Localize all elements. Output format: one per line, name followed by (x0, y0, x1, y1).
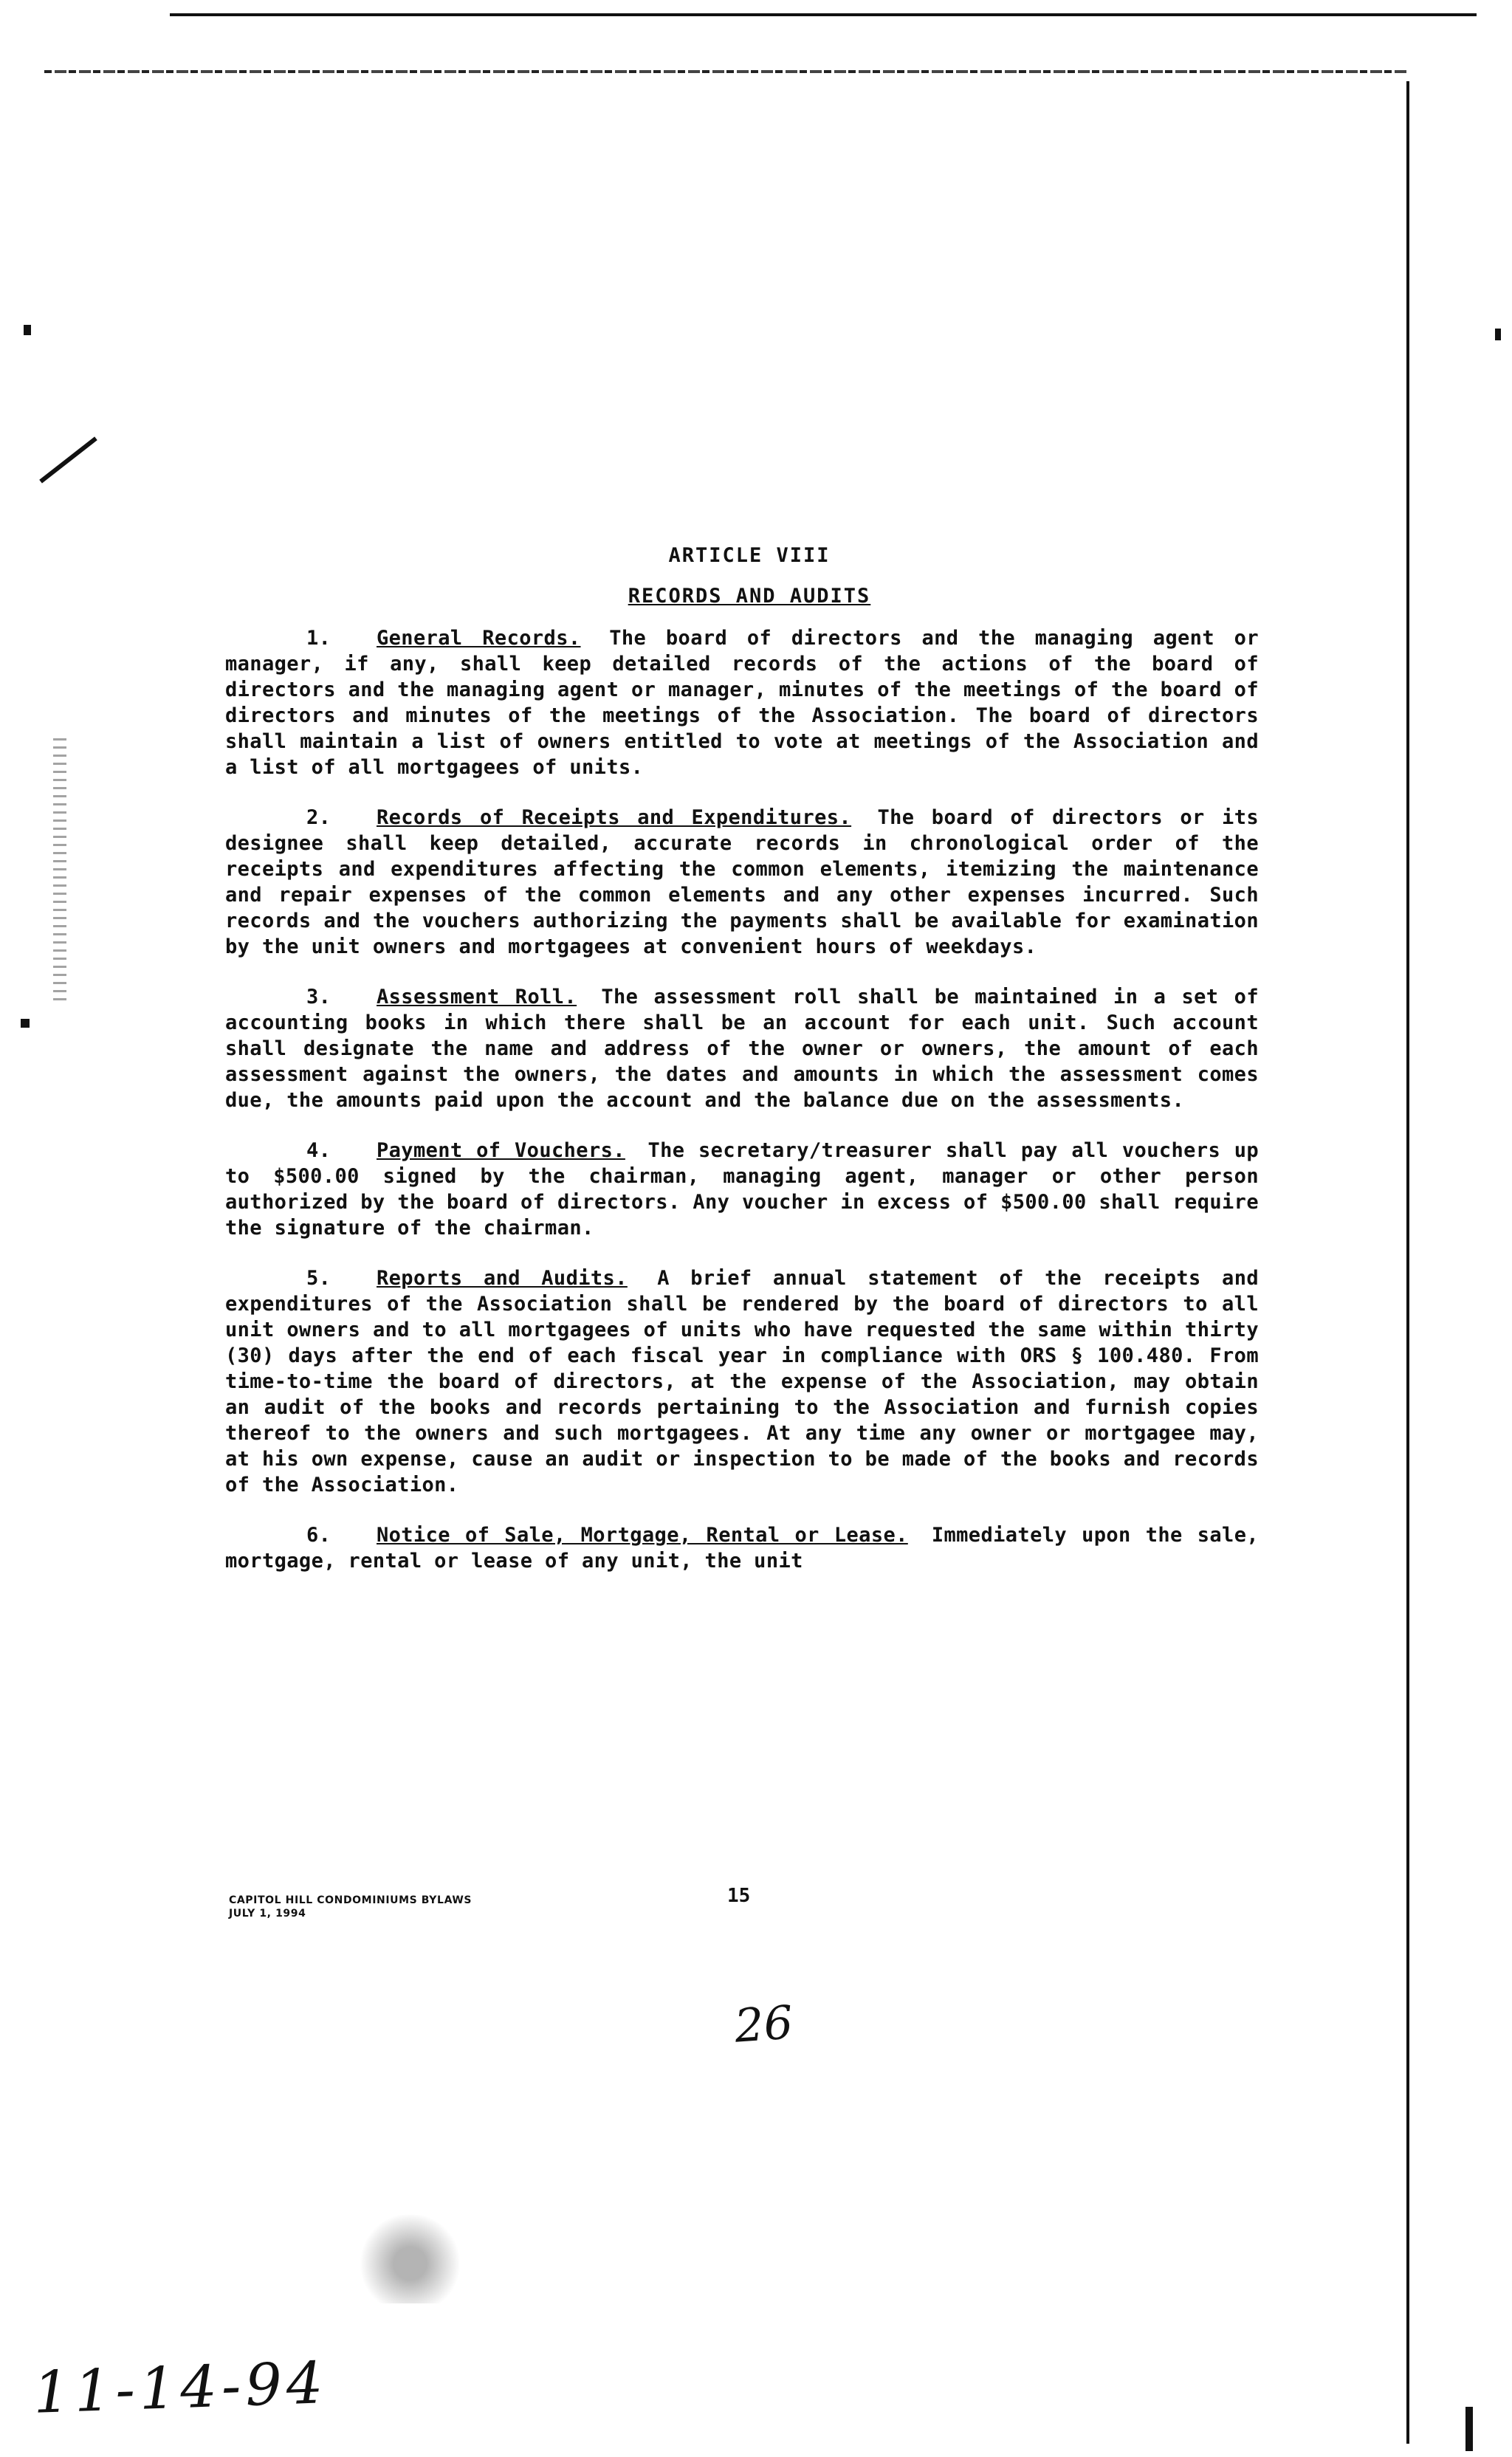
section-text: The secretary/treasurer shall pay all vouchers up to $500.00 signed by the chairman, managing agent, manager or other person authorized by the board of directors. Any voucher in excess of $500.00 shall require the signature of the chairman. (225, 1139, 1260, 1240)
section-5 (225, 1265, 1259, 1498)
section-number: 5. (306, 1267, 331, 1290)
article-number: ARTICLE VIII (668, 544, 831, 567)
scan-mark-left-3 (21, 1019, 30, 1028)
section-4 (225, 1138, 1259, 1241)
document-body (225, 543, 1259, 1598)
scan-border-dashed (44, 70, 1406, 73)
section-text: Immediately upon the sale, mortgage, rental or lease of any unit, the unit (225, 1524, 1260, 1573)
scan-speckle (53, 738, 66, 1004)
section-number: 6. (306, 1524, 331, 1547)
article-title: RECORDS AND AUDITS (628, 585, 871, 608)
scan-mark-left-1 (24, 325, 31, 335)
handwritten-date: 11-14-94 (32, 2350, 329, 2427)
scan-smudge (347, 2215, 487, 2303)
section-title: General Records. (377, 627, 581, 650)
section-title: Notice of Sale, Mortgage, Rental or Lease. (377, 1524, 908, 1547)
footer-document-id (229, 1894, 472, 1920)
section-title: Reports and Audits. (377, 1267, 628, 1290)
section-title: Payment of Vouchers. (377, 1139, 625, 1162)
scan-border-top (170, 13, 1477, 16)
section-title: Records of Receipts and Expenditures. (377, 806, 852, 829)
section-number: 4. (306, 1139, 331, 1162)
section-text: A brief annual statement of the receipts and expenditures of the Association shall be rendered by the board of directors to all unit owners and to all mortgagees of units who have requested the same within thirty (30) days after the end of each fiscal year in compliance with ORS § 100.480. From time-to-time the board of directors, at the expense of the Association, may obtain an audit of the books and records pertaining to the Association and furnish copies thereof to the owners and such mortgagees. At any time any owner or mortgagee may, at his own expense, cause an audit or inspection to be made of the books and records of the Association. (225, 1267, 1260, 1496)
scan-mark-left-2 (39, 436, 97, 483)
scan-mark-corner (1465, 2407, 1473, 2451)
section-number: 1. (306, 627, 331, 650)
section-text: The board of directors or its designee shall keep detailed, accurate records in chronological order of the receipts and expenditures affecting the common elements, itemizing the maintenance and repair expenses of the common elements and any other expenses incurred. Such records and the vouchers authorizing the payments shall be available for examination by the unit owners and mortgagees at convenient hours of weekdays. (225, 806, 1260, 958)
section-3 (225, 984, 1259, 1113)
scan-border-right (1406, 81, 1409, 2444)
footer-line-1: CAPITOL HILL CONDOMINIUMS BYLAWS (229, 1894, 472, 1906)
section-text: The board of directors and the managing agent or manager, if any, shall keep detailed records of the actions of the board of directors and the managing agent or manager, minutes of the meetings of the board of directors and minutes of the meetings of the Association. The board of directors shall maintain a list of owners entitled to vote at meetings of the Association and a list of all mortgagees of units. (225, 627, 1259, 779)
handwritten-page-number: 26 (732, 1995, 795, 2053)
section-number: 3. (306, 986, 331, 1008)
section-number: 2. (306, 806, 331, 829)
page-number: 15 (727, 1885, 751, 1907)
section-text: The assessment roll shall be maintained in a set of accounting books in which there shall be an account for each unit. Such account shall designate the name and address of the owner or owners, the amount of each assessment against the owners, the dates and amounts in which the assessment comes due, the amounts paid upon the account and the balance due on the assessments. (225, 986, 1259, 1112)
section-2 (225, 805, 1259, 960)
section-6 (225, 1522, 1259, 1574)
footer-line-2: JULY 1, 1994 (229, 1908, 306, 1920)
section-title: Assessment Roll. (377, 986, 577, 1008)
scan-mark-right-1 (1495, 329, 1501, 340)
section-1 (225, 625, 1259, 780)
